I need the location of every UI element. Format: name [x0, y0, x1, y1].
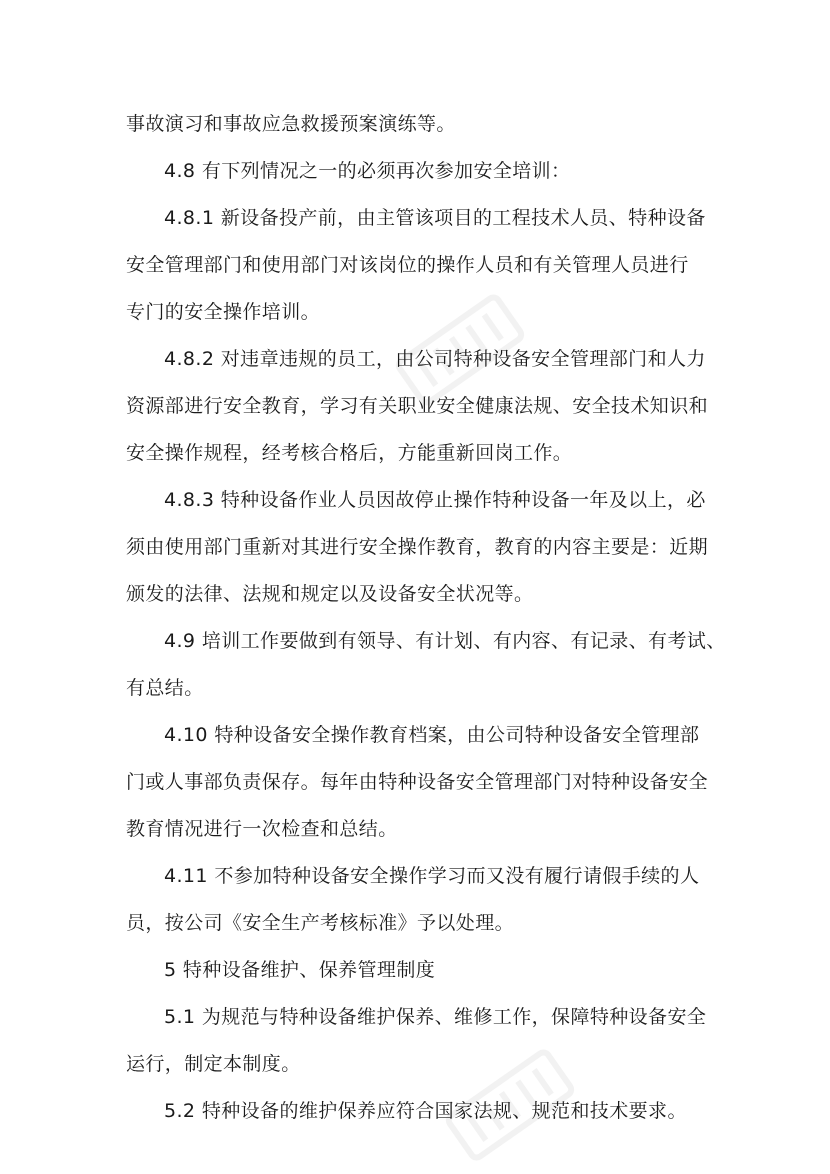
text-line: 4.8.2 对违章违规的员工，由公司特种设备安全管理部门和人力	[164, 348, 706, 370]
text-line: 颁发的法律、法规和规定以及设备安全状况等。	[126, 583, 534, 605]
text-line: 4.9 培训工作要做到有领导、有计划、有内容、有记录、有考试、	[164, 630, 726, 652]
text-line: 4.11 不参加特种设备安全操作学习而又没有履行请假手续的人	[164, 865, 700, 887]
section-heading-5: 5 特种设备维护、保养管理制度	[164, 959, 436, 981]
text-line: 门或人事部负责保存。每年由特种设备安全管理部门对特种设备安全	[126, 771, 709, 793]
text-line: 4.8.3 特种设备作业人员因故停止操作特种设备一年及以上，必	[164, 489, 706, 511]
text-line: 资源部进行安全教育，学习有关职业安全健康法规、安全技术知识和	[126, 395, 709, 417]
text-line: 员，按公司《安全生产考核标准》予以处理。	[126, 912, 515, 934]
text-line: 4.10 特种设备安全操作教育档案，由公司特种设备安全管理部	[164, 724, 700, 746]
text-line: 教育情况进行一次检查和总结。	[126, 818, 398, 840]
text-line: 5.2 特种设备的维护保养应符合国家法规、规范和技术要求。	[164, 1100, 687, 1122]
text-line: 专门的安全操作培训。	[126, 301, 321, 323]
text-line: 安全操作规程，经考核合格后，方能重新回岗工作。	[126, 442, 573, 464]
text-line: 有总结。	[126, 677, 204, 699]
text-line: 安全管理部门和使用部门对该岗位的操作人员和有关管理人员进行	[126, 254, 689, 276]
document-body	[126, 106, 726, 1130]
text-line: 4.8.1 新设备投产前，由主管该项目的工程技术人员、特种设备	[164, 207, 706, 229]
text-line: 5.1 为规范与特种设备维护保养、维修工作，保障特种设备安全	[164, 1006, 707, 1028]
section-heading-4-8: 4.8 有下列情况之一的必须再次参加安全培训：	[164, 160, 571, 182]
text-line: 须由使用部门重新对其进行安全操作教育，教育的内容主要是：近期	[126, 536, 709, 558]
text-line: 运行，制定本制度。	[126, 1053, 301, 1075]
text-line: 事故演习和事故应急救援预案演练等。	[126, 113, 456, 135]
